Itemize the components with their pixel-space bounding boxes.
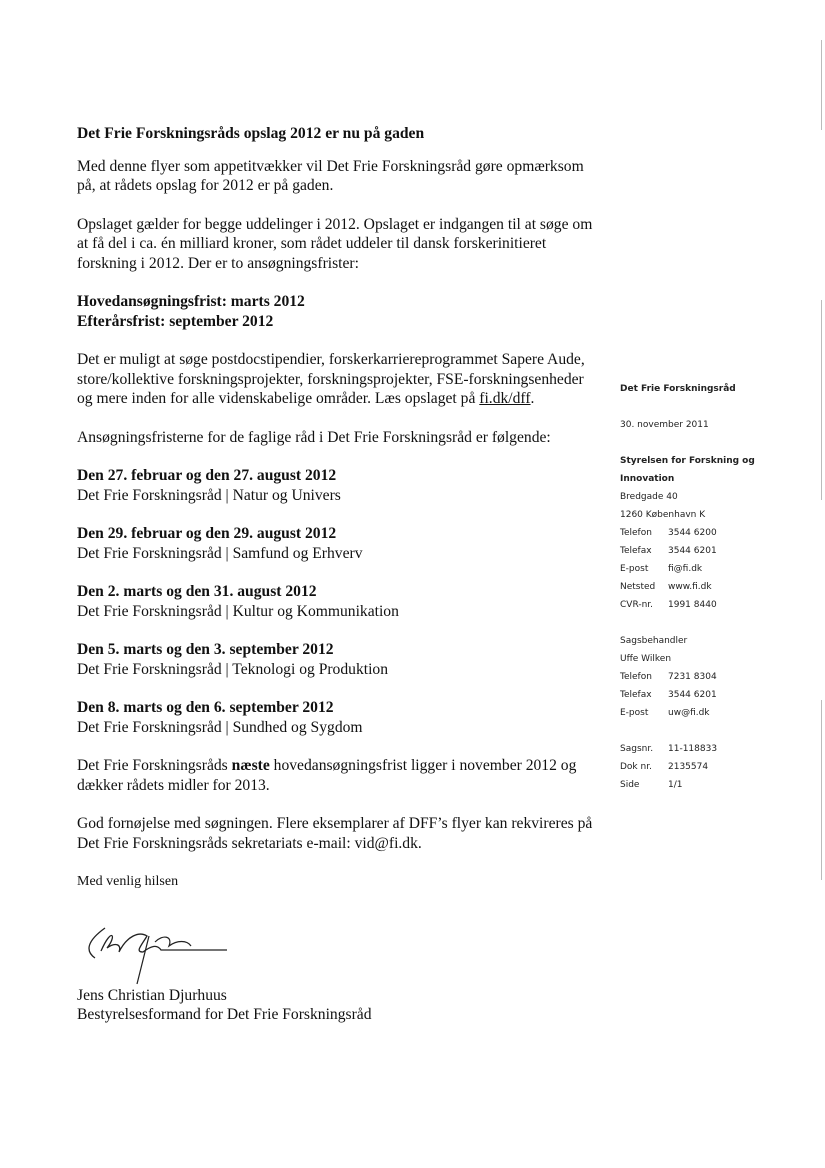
reference-value: 11-118833 [668, 744, 718, 754]
contact-value: 3544 6201 [668, 690, 717, 700]
case-handler-name: Uffe Wilken [620, 654, 672, 664]
paragraph-5 [77, 756, 597, 795]
paragraph-3-text: Det er muligt at søge postdocstipendier, forskerkarriereprogrammet Sapere Aude, store/kollektive forskningsprojekter, forskningsprojekter, FSE-forskningsenheder og mere inden for alle videnskabelige områder. Læs opslaget på [77, 351, 585, 407]
deadline-date: Den 29. februar og den 29. august 2012 [77, 525, 337, 542]
letter-body [77, 124, 597, 1025]
deadline-council: Det Frie Forskningsråd | Kultur og Kommunikation [77, 602, 399, 620]
paragraph-5-a: Det Frie Forskningsråds [77, 757, 232, 774]
case-handler-label: Sagsbehandler [620, 636, 688, 646]
reference-value: 2135574 [668, 762, 709, 772]
letter-date: 30. november 2011 [620, 420, 709, 430]
contact-value: 3544 6201 [668, 546, 717, 556]
agency-name-line2: Innovation [620, 474, 675, 484]
contact-value: 7231 8304 [668, 672, 717, 682]
reference-label: Dok nr. [620, 762, 652, 772]
contact-value: www.fi.dk [668, 582, 712, 592]
deadline-date: Den 8. marts og den 6. september 2012 [77, 699, 334, 716]
scan-edge-mark [821, 40, 822, 130]
scan-edge-mark [821, 300, 822, 500]
reference-label: Sagsnr. [620, 744, 654, 754]
contact-value: fi@fi.dk [668, 564, 703, 574]
closing: Med venlig hilsen [77, 874, 179, 889]
deadline-council: Det Frie Forskningsråd | Sundhed og Sygdom [77, 718, 363, 736]
address-city: 1260 København K [620, 510, 706, 520]
paragraph-3 [77, 350, 597, 409]
autumn-deadline: Efterårsfrist: september 2012 [77, 312, 274, 330]
deadline-date: Den 27. februar og den 27. august 2012 [77, 467, 337, 484]
handler-contact-row [620, 668, 810, 686]
sender-info-column [620, 380, 810, 794]
deadline-item [77, 640, 597, 679]
paragraph-5-b: hovedansøgningsfrist ligger i november 2012 og dækker rådets midler for 2013. [77, 757, 577, 794]
scan-edge-mark [821, 700, 822, 880]
sidebar-org: Det Frie Forskningsråd [620, 384, 736, 394]
paragraph-4: Ansøgningsfristerne for de faglige råd i Det Frie Forskningsråd er følgende: [77, 428, 551, 446]
signature [77, 906, 597, 986]
reference-value: 1/1 [668, 780, 683, 790]
deadline-date: Den 2. marts og den 31. august 2012 [77, 583, 317, 600]
contact-label: E-post [620, 708, 649, 718]
contact-label: E-post [620, 564, 649, 574]
agency-name-line1: Styrelsen for Forskning og [620, 456, 755, 466]
handler-contact-row [620, 686, 810, 704]
deadline-date: Den 5. marts og den 3. september 2012 [77, 641, 334, 658]
contact-row [620, 578, 810, 596]
deadline-council: Det Frie Forskningsråd | Samfund og Erhverv [77, 544, 363, 562]
deadline-item [77, 698, 597, 737]
contact-value: 1991 8440 [668, 600, 717, 610]
main-deadline: Hovedansøgningsfrist: marts 2012 [77, 293, 305, 310]
contact-label: Telefon [620, 528, 652, 538]
deadline-item [77, 582, 597, 621]
contact-label: Telefax [620, 690, 652, 700]
contact-row [620, 524, 810, 542]
deadline-item [77, 524, 597, 563]
contact-label: Telefon [620, 672, 652, 682]
deadline-item [77, 466, 597, 505]
letter-title: Det Frie Forskningsråds opslag 2012 er nu på gaden [77, 125, 425, 142]
contact-value: uw@fi.dk [668, 708, 710, 718]
reference-row [620, 758, 810, 776]
reference-row [620, 740, 810, 758]
handler-contact-row [620, 704, 810, 722]
deadline-council: Det Frie Forskningsråd | Teknologi og Produktion [77, 660, 389, 678]
contact-row [620, 542, 810, 560]
paragraph-2: Opslaget gælder for begge uddelinger i 2012. Opslaget er indgangen til at søge om at få del i ca. én milliard kroner, som rådet uddeler til dansk forskerinitieret forskning i 2012. Der er to ansøgningsfrister: [77, 215, 593, 272]
reference-row [620, 776, 810, 794]
paragraph-5-bold: næste [231, 757, 270, 774]
intro-paragraph: Med denne flyer som appetitvækker vil Det Frie Forskningsråd gøre opmærksom på, at rådets opslag for 2012 er på gaden. [77, 157, 584, 194]
sender-title: Bestyrelsesformand for Det Frie Forskningsråd [77, 1006, 372, 1023]
address-street: Bredgade 40 [620, 492, 678, 502]
dff-link[interactable]: fi.dk/dff [479, 390, 531, 407]
sender-name: Jens Christian Djurhuus [77, 986, 227, 1004]
contact-row [620, 596, 810, 614]
contact-label: CVR-nr. [620, 600, 654, 610]
contact-label: Netsted [620, 582, 656, 592]
deadline-council: Det Frie Forskningsråd | Natur og Univers [77, 486, 341, 504]
signature-drawing [77, 906, 257, 986]
contact-value: 3544 6200 [668, 528, 717, 538]
contact-label: Telefax [620, 546, 652, 556]
paragraph-3-end: . [530, 390, 535, 407]
contact-row [620, 560, 810, 578]
paragraph-6: God fornøjelse med søgningen. Flere eksemplarer af DFF’s flyer kan rekvireres på Det Frie Forskningsråds sekretariats e-mail: vid@fi.dk. [77, 815, 593, 852]
reference-label: Side [620, 780, 640, 790]
